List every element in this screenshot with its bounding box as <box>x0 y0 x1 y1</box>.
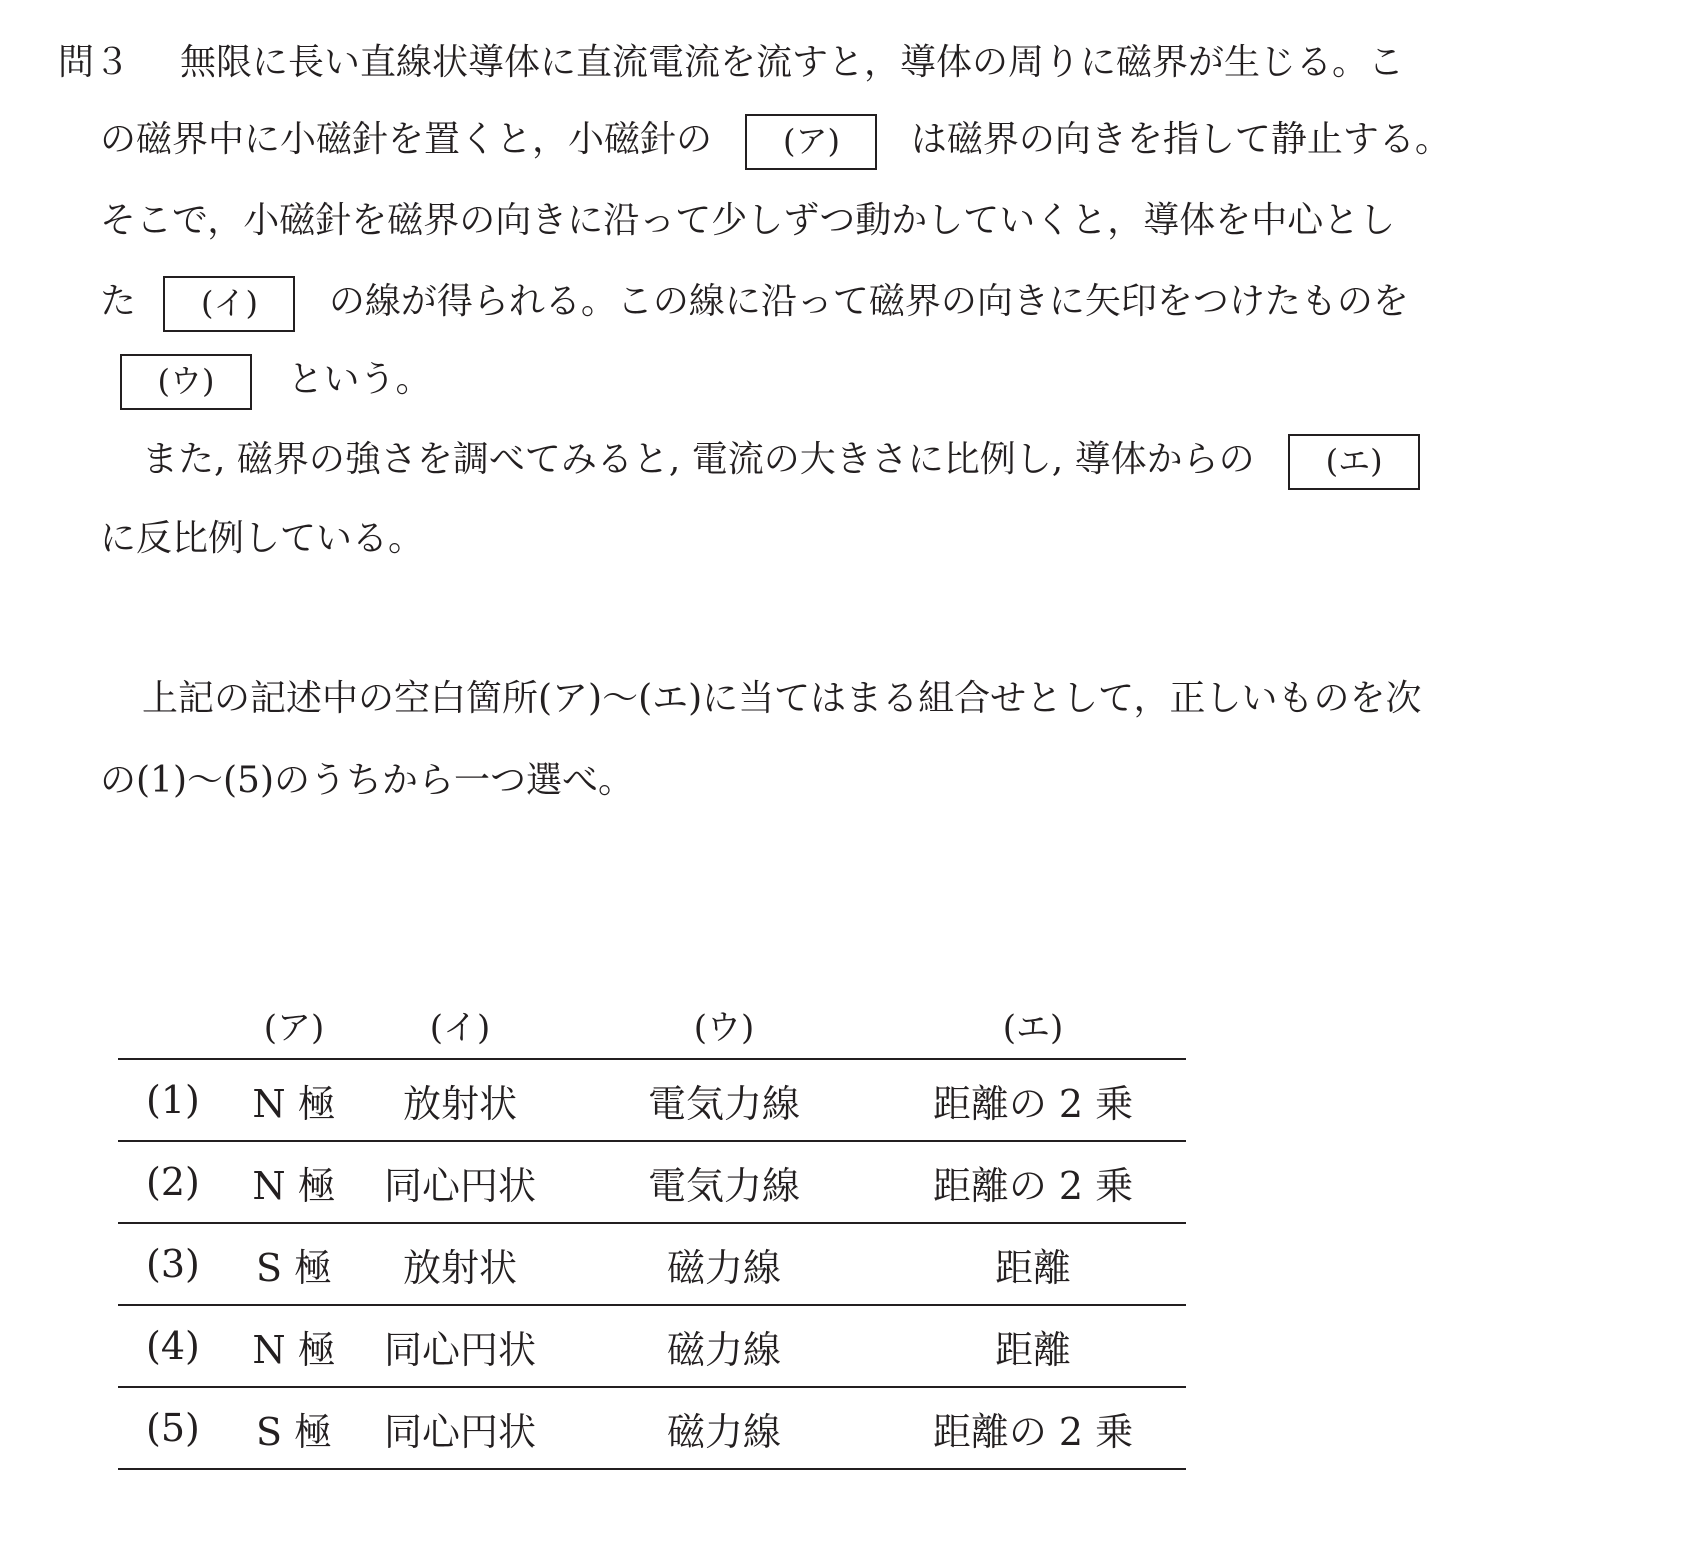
question-text-line-2b: は磁界の向きを指して静止する。 <box>910 119 1451 160</box>
table-cell: 磁力線 <box>568 1223 880 1305</box>
question-text-line-1: 無限に長い直線状導体に直流電流を流すと，導体の周りに磁界が生じる。こ <box>180 42 1405 83</box>
table-cell: 同心円状 <box>352 1141 568 1223</box>
table-cell: 放射状 <box>352 1223 568 1305</box>
table-cell: 距離の 2 乗 <box>880 1387 1186 1469</box>
question-number: 問３ <box>58 42 131 83</box>
question-text-line-3: そこで，小磁針を磁界の向きに沿って少しずつ動かしていくと，導体を中心とし <box>100 200 1396 241</box>
question-text-para-2a: また, 磁界の強さを調べてみると, 電流の大きさに比例し, 導体からの <box>142 439 1255 480</box>
choice-number: (4) <box>118 1305 236 1387</box>
table-header-cell <box>118 990 236 1059</box>
table-row <box>118 1387 1186 1469</box>
table-cell: N 極 <box>236 1141 352 1223</box>
question-text-line-5b: という。 <box>287 359 432 400</box>
table-cell: 電気力線 <box>568 1141 880 1223</box>
table-cell: N 極 <box>236 1059 352 1141</box>
instruction-text-2: の(1)～(5)のうちから一つ選べ。 <box>100 760 634 801</box>
question-text-line-2a: の磁界中に小磁針を置くと，小磁針の <box>100 119 713 160</box>
choice-number: (3) <box>118 1223 236 1305</box>
question-line-3 <box>100 196 1395 246</box>
table-header-row <box>118 990 1186 1059</box>
table-cell: 距離の 2 乗 <box>880 1059 1186 1141</box>
choice-number: (5) <box>118 1387 236 1469</box>
question-text-line-4a: た <box>100 281 137 322</box>
table-header-cell: (ア) <box>236 990 352 1059</box>
answer-choices-table <box>118 990 1186 1470</box>
table-cell: S 極 <box>236 1223 352 1305</box>
table-row <box>118 1305 1186 1387</box>
table-cell: 磁力線 <box>568 1387 880 1469</box>
question-line-4 <box>100 276 1409 332</box>
blank-i: (イ) <box>163 276 295 332</box>
question-para-2-line-1 <box>142 434 1420 490</box>
blank-e: (エ) <box>1288 434 1420 490</box>
instruction-line-1 <box>142 674 1421 724</box>
table-row <box>118 1141 1186 1223</box>
table-header-cell: (ウ) <box>568 990 880 1059</box>
question-para-2-line-2 <box>100 514 424 564</box>
question-line-2 <box>100 114 1451 170</box>
table-row <box>118 1223 1186 1305</box>
choice-number: (2) <box>118 1141 236 1223</box>
table-header-cell: (エ) <box>880 990 1186 1059</box>
table-cell: 電気力線 <box>568 1059 880 1141</box>
table-cell: 放射状 <box>352 1059 568 1141</box>
table-cell: S 極 <box>236 1387 352 1469</box>
table-cell: 同心円状 <box>352 1387 568 1469</box>
table-cell: N 極 <box>236 1305 352 1387</box>
table-header-cell: (イ) <box>352 990 568 1059</box>
question-line-5 <box>120 354 431 410</box>
instruction-line-2 <box>100 756 634 806</box>
table-cell: 同心円状 <box>352 1305 568 1387</box>
question-line-1 <box>58 38 1404 88</box>
choice-number: (1) <box>118 1059 236 1141</box>
table-cell: 距離の 2 乗 <box>880 1141 1186 1223</box>
blank-u: (ウ) <box>120 354 252 410</box>
question-text-para-2b: に反比例している。 <box>100 518 425 559</box>
blank-a: (ア) <box>745 114 877 170</box>
table-cell: 磁力線 <box>568 1305 880 1387</box>
table-row <box>118 1059 1186 1141</box>
instruction-text-1: 上記の記述中の空白箇所(ア)～(エ)に当てはまる組合せとして，正しいものを次 <box>142 678 1422 719</box>
table-cell: 距離 <box>880 1305 1186 1387</box>
table-cell: 距離 <box>880 1223 1186 1305</box>
question-text-line-4b: の線が得られる。この線に沿って磁界の向きに矢印をつけたものを <box>328 281 1409 322</box>
